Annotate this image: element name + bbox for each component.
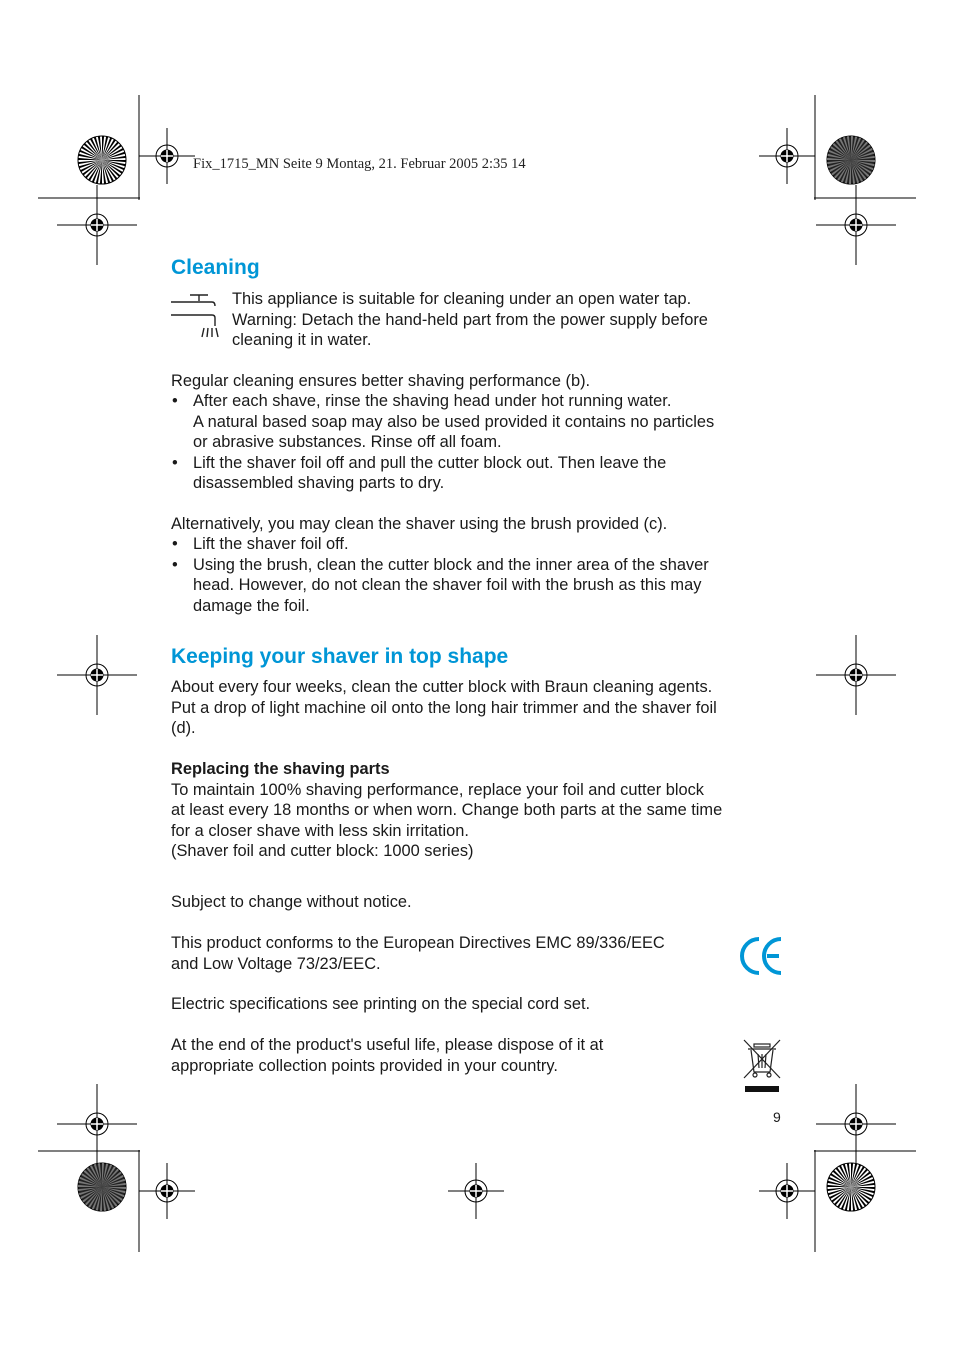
starburst-target	[827, 136, 875, 184]
crosshair-mark	[57, 635, 137, 715]
crosshair-mark	[816, 1084, 896, 1164]
change-notice: Subject to change without notice.	[171, 893, 412, 911]
crossed-bin-icon	[740, 1038, 784, 1096]
crosshair-mark	[448, 1163, 504, 1219]
body-line: Put a drop of light machine oil onto the long hair trimmer and the shaver foil	[171, 698, 717, 717]
list-item	[171, 534, 791, 555]
body-line: At the end of the product's useful life, please dispose of it at	[171, 1036, 604, 1054]
starburst-target	[827, 1163, 875, 1211]
list-item-line: or abrasive substances. Rinse off all foam.	[193, 433, 502, 451]
starburst-target	[78, 1163, 126, 1211]
cleaning-heading: Cleaning	[171, 256, 260, 279]
disposal-text	[171, 1035, 731, 1076]
replacing-section	[171, 759, 791, 862]
list-item-line: damage the foil.	[193, 596, 310, 615]
body-line: for a closer shave with less skin irritation.	[171, 821, 469, 840]
print-slug: Fix_1715_MN Seite 9 Montag, 21. Februar 2005 2:35 14	[193, 156, 526, 172]
body-line: To maintain 100% shaving performance, replace your foil and cutter block	[171, 780, 704, 799]
list-item	[171, 391, 791, 453]
crosshair-mark	[139, 1163, 195, 1219]
alternative-cleaning-list	[171, 534, 791, 616]
water-tap-icon	[168, 290, 224, 340]
body-line: at least every 18 months or when worn. Change both parts at the same time	[171, 801, 723, 819]
crosshair-mark	[759, 128, 815, 184]
tap-line-1: This appliance is suitable for cleaning under an open water tap.	[232, 290, 692, 308]
body-line: (Shaver foil and cutter block: 1000 series)	[171, 842, 474, 860]
list-item-line: A natural based soap may also be used provided it contains no particles	[193, 412, 715, 431]
list-item	[171, 453, 791, 494]
body-line: This product conforms to the European Directives EMC 89/336/EEC	[171, 934, 665, 952]
list-item-line: After each shave, rinse the shaving head under hot running water.	[193, 392, 672, 410]
top-shape-body	[171, 677, 791, 739]
alternative-cleaning-intro: Alternatively, you may clean the shaver using the brush provided (c).	[171, 515, 668, 533]
crosshair-mark	[816, 185, 896, 265]
crosshair-mark	[816, 635, 896, 715]
crosshair-mark	[57, 185, 137, 265]
regular-cleaning-intro: Regular cleaning ensures better shaving performance (b).	[171, 372, 591, 390]
tap-warning-text	[232, 289, 792, 351]
list-item	[171, 555, 791, 617]
replacing-heading: Replacing the shaving parts	[171, 760, 390, 778]
crosshair-mark	[57, 1084, 137, 1164]
body-line: and Low Voltage 73/23/EEC.	[171, 954, 381, 973]
regular-cleaning-list	[171, 391, 791, 494]
body-line: About every four weeks, clean the cutter block with Braun cleaning agents.	[171, 678, 713, 696]
ce-mark-icon	[739, 935, 785, 977]
list-item-line: head. However, do not clean the shaver foil with the brush as this may	[193, 576, 702, 594]
crosshair-mark	[139, 128, 195, 184]
body-line: appropriate collection points provided in your country.	[171, 1056, 558, 1075]
list-item-line: Lift the shaver foil off and pull the cutter block out. Then leave the	[193, 453, 667, 472]
list-item-line: Using the brush, clean the cutter block and the inner area of the shaver	[193, 555, 709, 574]
electric-spec-text: Electric specifications see printing on the special cord set.	[171, 995, 591, 1013]
tap-line-3: cleaning it in water.	[232, 331, 372, 349]
top-shape-heading: Keeping your shaver in top shape	[171, 645, 509, 668]
tap-line-2: Warning: Detach the hand-held part from the power supply before	[232, 310, 708, 329]
list-item-line: disassembled shaving parts to dry.	[193, 474, 445, 492]
starburst-target	[78, 136, 126, 184]
conformity-text	[171, 933, 791, 974]
body-line: (d).	[171, 719, 196, 737]
page-number: 9	[773, 1109, 781, 1125]
crosshair-mark	[759, 1163, 815, 1219]
list-item-line: Lift the shaver foil off.	[193, 535, 349, 553]
